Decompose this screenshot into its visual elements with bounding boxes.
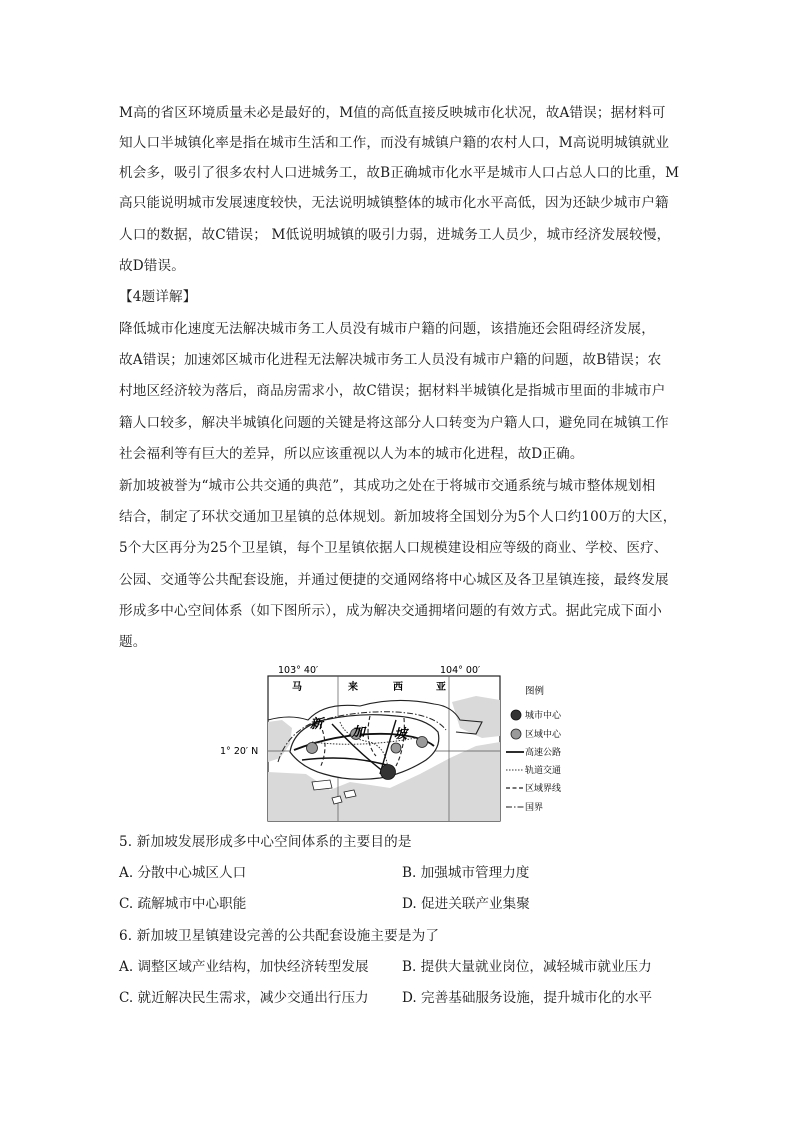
- lon-label-right: 104° 00′: [440, 665, 481, 676]
- option-a[interactable]: A. 调整区域产业结构，加快经济转型发展: [119, 959, 369, 975]
- island-char: 坡: [394, 727, 408, 742]
- country-char: 亚: [436, 682, 446, 693]
- lon-label-left: 103° 40′: [278, 665, 319, 676]
- map-legend: [506, 685, 562, 813]
- text-line: 结合，制定了环状交通加卫星镇的总体规划。新加坡将全国划分为5个人口约100万的大区，: [119, 509, 677, 525]
- country-char: 来: [348, 682, 358, 693]
- question-stem: 6. 新加坡卫星镇建设完善的公共配套设施主要是为了: [119, 928, 440, 944]
- text-line: 故A错误；加速郊区城市化进程无法解决城市务工人员没有城市户籍的问题，故B错误；农: [119, 352, 662, 368]
- legend-label: 城市中心: [525, 711, 562, 721]
- option-a[interactable]: A. 分散中心城区人口: [119, 865, 247, 881]
- option-b[interactable]: B. 提供大量就业岗位，减轻城市就业压力: [402, 959, 652, 975]
- option-c[interactable]: C. 疏解城市中心职能: [119, 896, 247, 912]
- region-center-marker: [391, 743, 401, 753]
- island-char: 加: [352, 725, 366, 740]
- text-line: 形成多中心空间体系（如下图所示），成为解决交通拥堵问题的有效方式。据此完成下面小: [119, 603, 662, 619]
- text-line: 故D错误。: [119, 258, 186, 274]
- text-line: 社会福利等有巨大的差异，所以应该重视以人为本的城市化进程，故D正确。: [119, 446, 584, 462]
- text-line: 村地区经济较为落后，商品房需求小，故C错误；据材料半城镇化是指城市里面的非城市户: [119, 383, 666, 399]
- legend-label: 轨道交通: [525, 766, 562, 776]
- text-line: M高的省区环境质量未必是最好的，M值的高低直接反映城市化状况，故A错误；据材料可: [119, 105, 666, 121]
- legend-label: 高速公路: [525, 748, 562, 758]
- text-line: 新加坡被誉为“城市公共交通的典范”，其成功之处在于将城市交通系统与城市整体规划相: [119, 478, 656, 494]
- region-center-marker: [417, 737, 428, 748]
- option-d[interactable]: D. 完善基础服务设施，提升城市化的水平: [402, 990, 653, 1006]
- legend-label: 国界: [525, 803, 544, 813]
- lat-label: 1° 20′ N: [220, 746, 259, 757]
- legend-title: 图例: [525, 686, 545, 697]
- singapore-map-figure: [220, 662, 562, 822]
- island-char: 新: [310, 717, 324, 732]
- text-line: 知人口半城镇化率是指在城市生活和工作，而没有城镇户籍的农村人口，M高说明城镇就业: [119, 135, 670, 151]
- text-line: 籍人口较多，解决半城镇化问题的关键是将这部分人口转变为户籍人口，避免同在城镇工作: [119, 415, 669, 431]
- option-c[interactable]: C. 就近解决民生需求，减少交通出行压力: [119, 990, 369, 1006]
- legend-label: 区域中心: [525, 730, 562, 740]
- region-center-marker: [307, 743, 318, 754]
- text-line: 公园、交通等公共配套设施，并通过便捷的交通网络将中心城区及各卫星镇连接，最终发展: [119, 572, 669, 588]
- city-center-marker: [381, 765, 396, 780]
- text-line: 高只能说明城市发展速度较快，无法说明城镇整体的城市化水平高低，因为还缺少城市户籍: [119, 195, 669, 211]
- option-b[interactable]: B. 加强城市管理力度: [402, 865, 530, 881]
- country-char: 西: [393, 682, 403, 693]
- text-line: 机会多，吸引了很多农村人口进城务工，故B正确城市化水平是城市人口占总人口的比重，M: [119, 165, 680, 181]
- city-center-legend-icon: [511, 710, 521, 720]
- legend-label: 区域界线: [525, 784, 562, 794]
- question-stem: 5. 新加坡发展形成多中心空间体系的主要目的是: [119, 834, 412, 850]
- region-center-legend-icon: [511, 729, 521, 739]
- country-char: 马: [292, 682, 302, 693]
- text-line: 5个大区再分为25个卫星镇，每个卫星镇依据人口规模建设相应等级的商业、学校、医疗、: [119, 540, 668, 556]
- map-svg: [220, 662, 562, 822]
- text-line: 题。: [119, 634, 147, 650]
- text-line: 降低城市化速度无法解决城市务工人员没有城市户籍的问题，该措施还会阻碍经济发展，: [119, 321, 656, 337]
- section-heading-4: 【4题详解】: [119, 289, 197, 305]
- islet: [312, 780, 332, 790]
- text-line: 人口的数据，故C错误； M低说明城镇的吸引力弱，进城务工人员少，城市经济发展较慢，: [119, 227, 671, 243]
- option-d[interactable]: D. 促进关联产业集聚: [402, 896, 530, 912]
